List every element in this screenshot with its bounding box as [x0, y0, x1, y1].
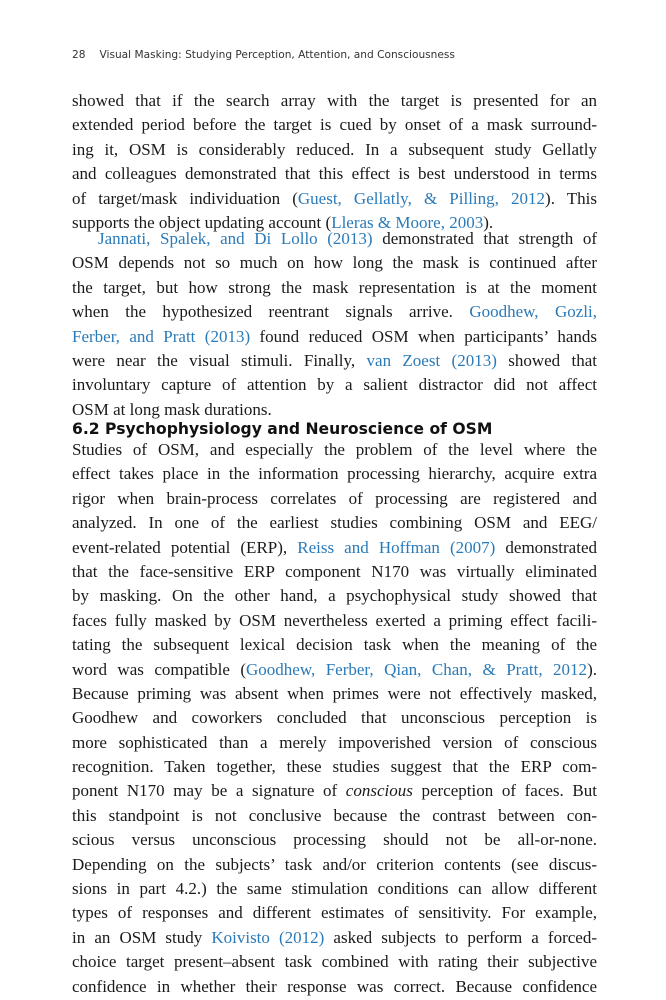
text-line: types of responses and different estimates of sensitivity. For example, — [72, 903, 597, 923]
text-line: sions in part 4.2.) the same stimulation conditions can allow different — [72, 879, 597, 899]
text-line — [72, 325, 597, 349]
text-line: OSM at long mask durations. — [72, 399, 272, 419]
text-run: event-related potential (ERP), — [72, 537, 298, 557]
text-line — [72, 658, 597, 682]
text-line: that the face-sensitive ERP component N170 was virtually eliminated — [72, 561, 597, 581]
text-line: effect takes place in the information processing hierarchy, acquire extra — [72, 464, 597, 484]
paragraph-3 — [72, 438, 597, 999]
text-line: Goodhew and coworkers concluded that unconscious perception is — [72, 708, 597, 728]
running-title: Visual Masking: Studying Perception, Attention, and Consciousness — [99, 49, 455, 61]
text-run: showed that — [496, 350, 597, 370]
text-run: ponent N170 may be a signature of — [72, 781, 346, 801]
citation-link[interactable]: Reiss and Hoffman (2007) — [297, 537, 496, 557]
text-run: word was compatible ( — [72, 659, 246, 679]
text-line: Depending on the subjects’ task and/or criterion contents (see discus- — [72, 854, 597, 874]
text-line: tating the subsequent lexical decision task when the meaning of the — [72, 635, 597, 655]
text-line — [72, 349, 597, 373]
text-run: when the hypothesized reentrant signals arrive. — [72, 302, 470, 322]
citation-link[interactable]: Lleras & Moore, 2003 — [331, 212, 484, 232]
text-line — [72, 227, 597, 251]
text-run: ). This — [545, 188, 598, 208]
text-line: the target, but how strong the mask representation is at the moment — [72, 277, 597, 297]
text-line: faces fully masked by OSM nevertheless exerted a priming effect facili- — [72, 610, 597, 630]
text-line: choice target present–absent task combined with rating their subjective — [72, 952, 597, 972]
text-line: scious versus unconscious processing should not be all-or-none. — [72, 830, 597, 850]
text-line: more sophisticated than a merely impoverished version of conscious — [72, 732, 597, 752]
citation-link[interactable]: Koivisto (2012) — [211, 927, 325, 947]
text-line: Studies of OSM, and especially the problem of the level where the — [72, 440, 597, 459]
text-line: recognition. Taken together, these studies suggest that the ERP com- — [72, 757, 597, 777]
text-line: analyzed. In one of the earliest studies combining OSM and EEG/ — [72, 513, 597, 533]
text-line — [72, 779, 597, 803]
text-run: perception of faces. But — [412, 781, 597, 801]
text-line: involuntary capture of attention by a salient distractor did not affect — [72, 375, 597, 395]
text-line: showed that if the search array with the target is presented for an — [72, 91, 597, 110]
text-line: rigor when brain-process correlates of processing are registered and — [72, 488, 597, 508]
text-run: of target/mask individuation ( — [72, 188, 298, 208]
text-run: supports the object updating account ( — [72, 212, 332, 232]
citation-link[interactable]: Goodhew, Gozli, — [469, 302, 597, 322]
citation-link[interactable]: van Zoest (2013) — [366, 350, 497, 370]
page-number: 28 — [72, 49, 86, 61]
text-line: this standpoint is not conclusive because the contrast between con- — [72, 805, 597, 825]
text-line: extended period before the target is cued by onset of a mask surround- — [72, 115, 597, 135]
text-line: Because priming was absent when primes were not effectively masked, — [72, 683, 597, 703]
citation-link[interactable]: Guest, Gellatly, & Pilling, 2012 — [297, 188, 546, 208]
citation-link[interactable]: Goodhew, Ferber, Qian, Chan, & Pratt, 2012 — [246, 659, 588, 679]
text-line — [72, 300, 597, 324]
text-run: asked subjects to perform a forced- — [324, 927, 597, 947]
text-run: in an OSM study — [72, 927, 212, 947]
emphasis-text: conscious — [345, 781, 413, 801]
paragraph-1 — [72, 89, 597, 235]
paragraph-2 — [72, 227, 597, 422]
text-run: demonstrated — [495, 537, 597, 557]
citation-link[interactable]: Jannati, Spalek, and Di Lollo (2013) — [98, 229, 373, 248]
text-line — [72, 536, 597, 560]
text-line: ing it, OSM is considerably reduced. In a subsequent study Gellatly — [72, 139, 597, 159]
section-heading: 6.2 Psychophysiology and Neuroscience of OSM — [72, 420, 493, 438]
text-line — [72, 187, 597, 211]
text-line: confidence in whether their response was correct. Because confidence — [72, 976, 597, 996]
text-run: ). — [483, 212, 494, 232]
text-run: demonstrated that strength of — [372, 229, 597, 248]
text-run: found reduced OSM when participants’ hands — [250, 326, 597, 346]
citation-link[interactable]: Ferber, and Pratt (2013) — [72, 326, 251, 346]
text-line: and colleagues demonstrated that this effect is best understood in terms — [72, 164, 597, 184]
text-run: ). — [587, 659, 597, 679]
text-line: OSM depends not so much on how long the mask is continued after — [72, 253, 597, 273]
text-line: by masking. On the other hand, a psychophysical study showed that — [72, 586, 597, 606]
text-line — [72, 926, 597, 950]
running-header — [72, 49, 455, 61]
text-run: were near the visual stimuli. Finally, — [72, 350, 367, 370]
